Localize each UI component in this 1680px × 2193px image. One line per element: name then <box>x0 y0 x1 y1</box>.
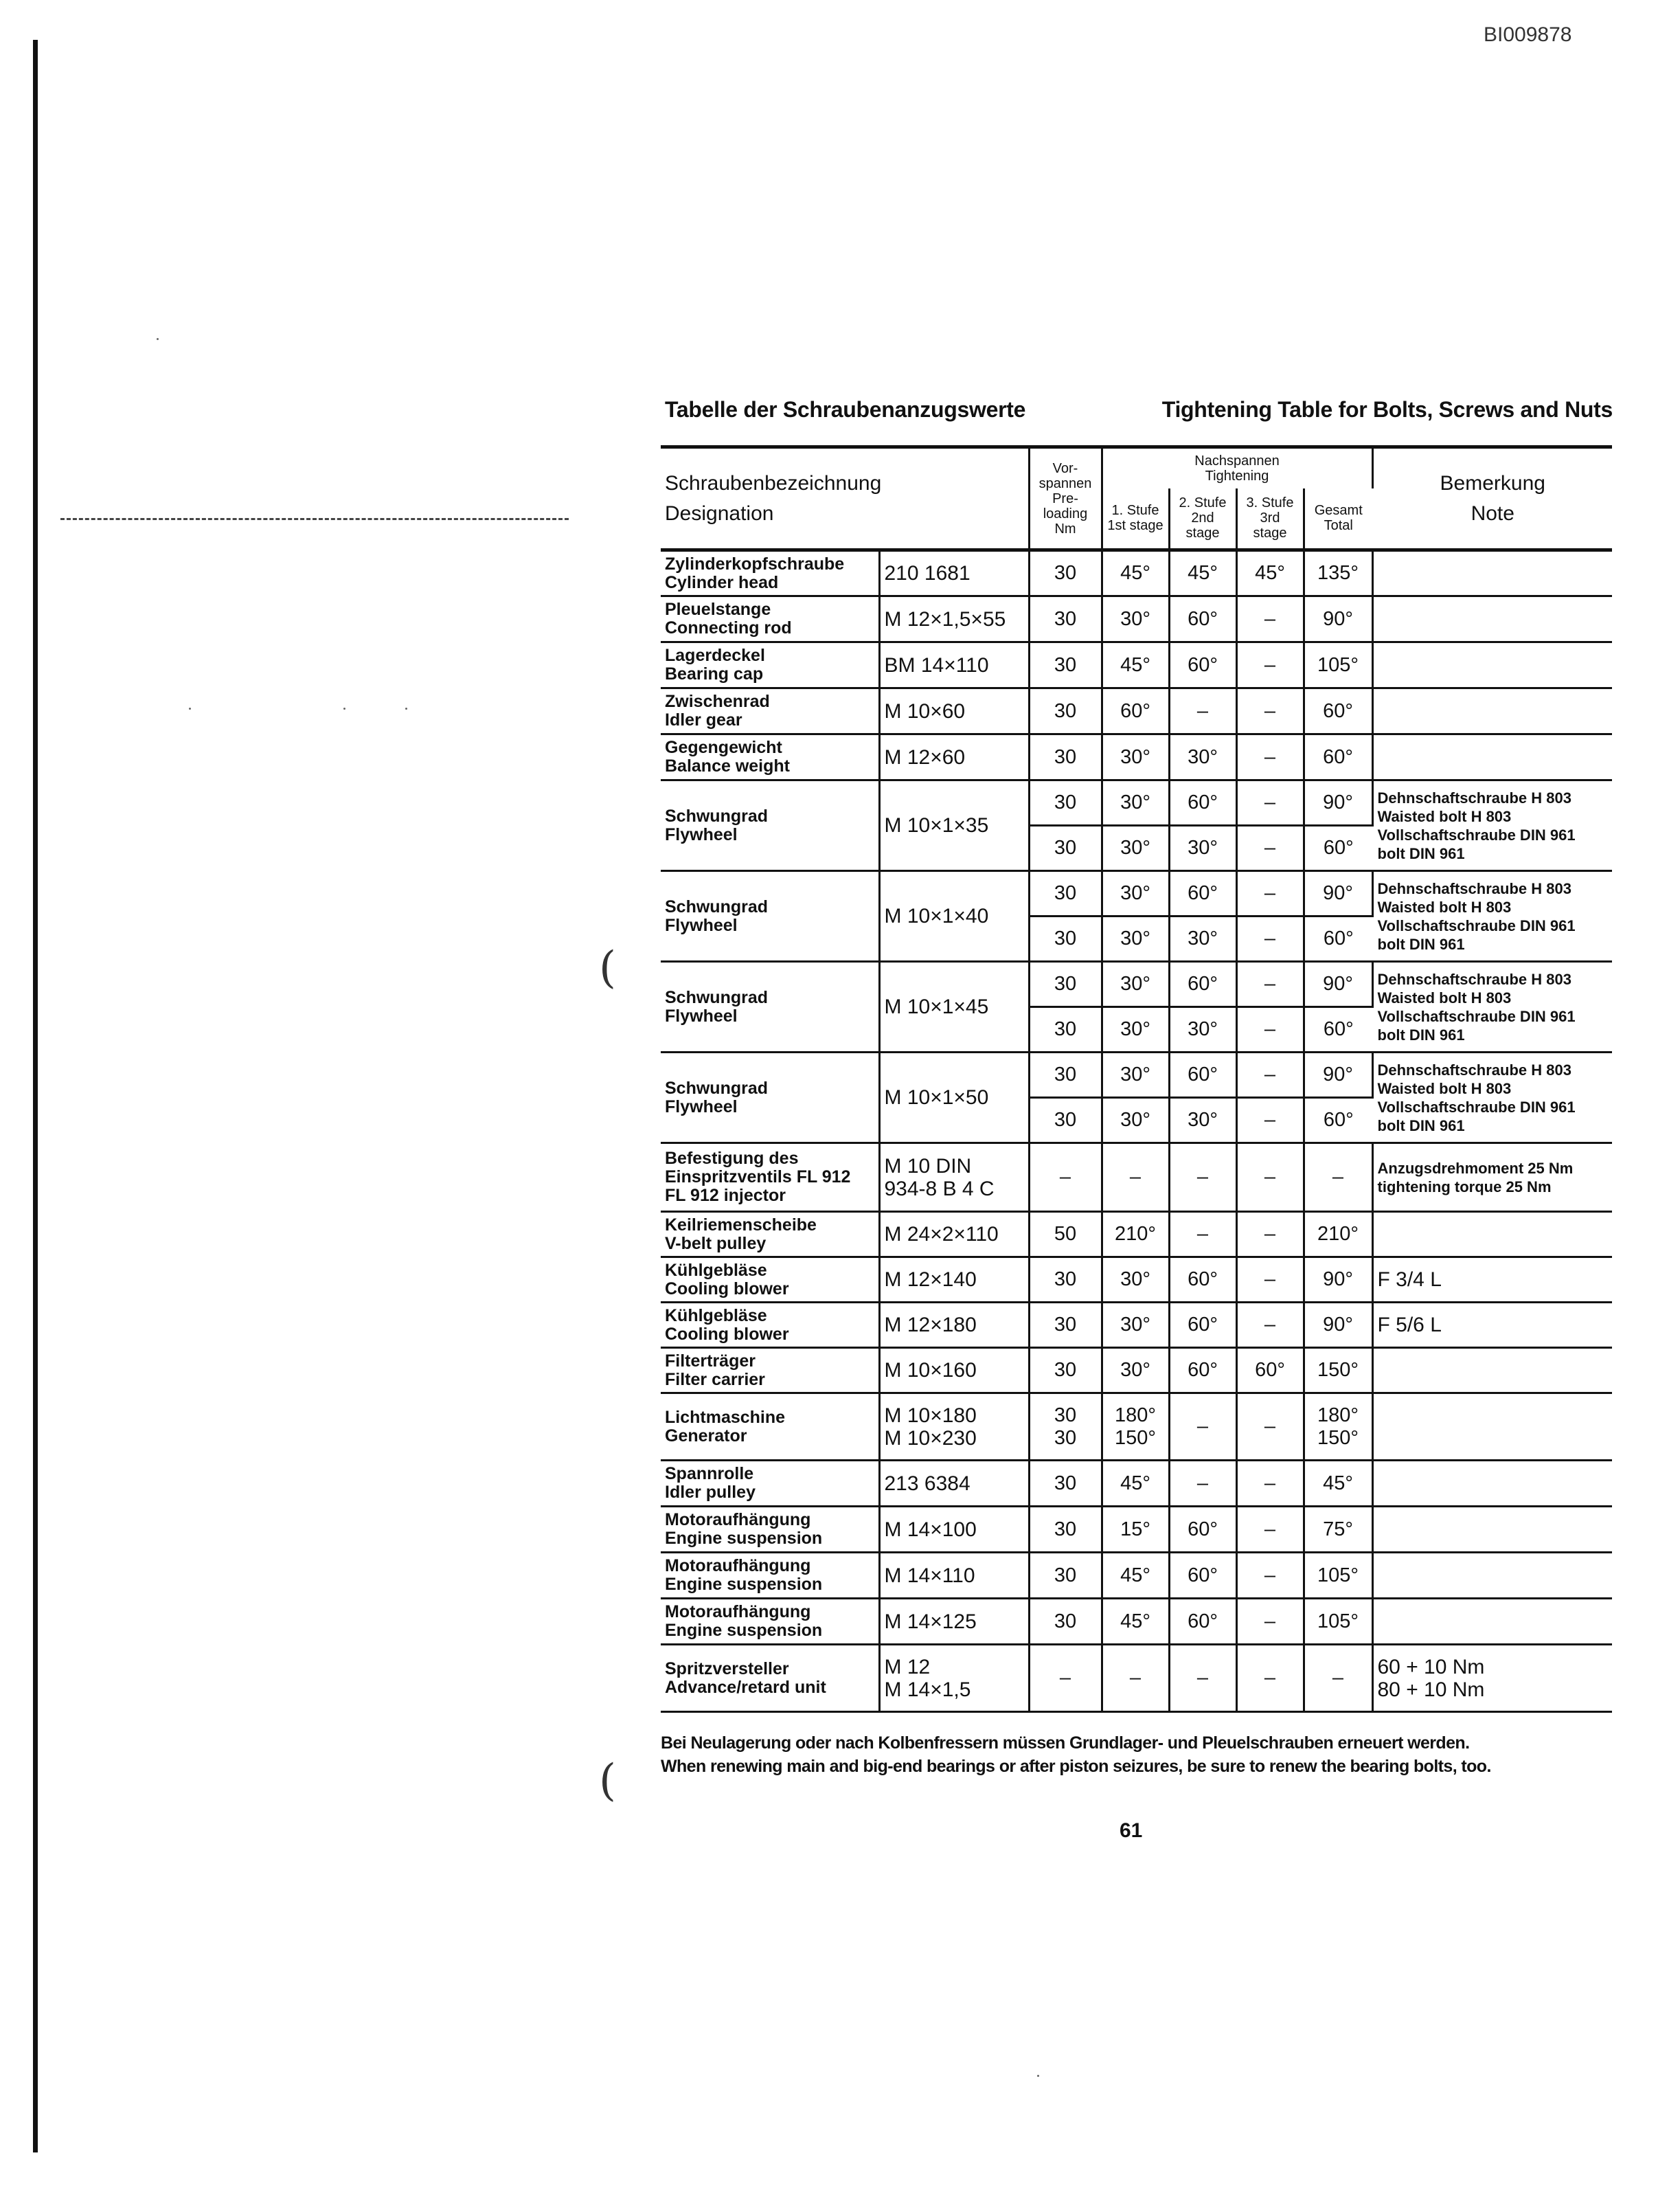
punch-hole-mark: ( <box>599 1755 616 1806</box>
header-preload-de: Vor-spannen <box>1038 460 1092 491</box>
row-spec: M 10×180 M 10×230 <box>879 1393 1029 1461</box>
header-preload-en: Pre-loading <box>1043 491 1088 521</box>
row-stage-3: – <box>1236 1007 1304 1053</box>
row-total: 210° <box>1304 1212 1372 1257</box>
row-stage-3: – <box>1236 1553 1304 1599</box>
row-spec: M 24×2×110 <box>879 1212 1029 1257</box>
row-stage-2: 60° <box>1169 1348 1236 1393</box>
row-spec: BM 14×110 <box>879 642 1029 688</box>
header-designation <box>661 447 1029 550</box>
row-total: 180° 150° <box>1304 1393 1372 1461</box>
row-preload: 30 <box>1029 1303 1102 1348</box>
row-stage-1: 30° <box>1102 916 1169 962</box>
row-note <box>1372 1599 1612 1645</box>
row-stage-1: 30° <box>1102 1303 1169 1348</box>
row-stage-2: 60° <box>1169 1257 1236 1303</box>
row-stage-2: 60° <box>1169 596 1236 642</box>
row-total: – <box>1304 1143 1372 1212</box>
header-designation-de: Schraubenbezeichnung <box>665 471 882 495</box>
table-row <box>661 1553 1612 1599</box>
table-row <box>661 1212 1612 1257</box>
row-stage-2: – <box>1169 1143 1236 1212</box>
row-stage-1: – <box>1102 1143 1169 1212</box>
row-note: Dehnschaftschraube H 803 Waisted bolt H 803 Vollschaftschraube DIN 961 bolt DIN 961 <box>1372 962 1612 1053</box>
title-german: Tabelle der Schraubenanzugswerte <box>665 397 1026 422</box>
row-stage-1: 30° <box>1102 962 1169 1007</box>
row-total: 90° <box>1304 596 1372 642</box>
scan-speck <box>157 338 159 340</box>
row-preload: 30 <box>1029 1007 1102 1053</box>
row-total: 105° <box>1304 1553 1372 1599</box>
row-stage-1: 30° <box>1102 871 1169 916</box>
table-row <box>661 871 1612 916</box>
row-designation: Lichtmaschine Generator <box>661 1393 879 1461</box>
footnote-german: Bei Neulagerung oder nach Kolbenfressern müssen Grundlager- und Pleuelschrauben erneuert werden. <box>661 1733 1470 1753</box>
row-spec: M 10×1×50 <box>879 1053 1029 1143</box>
row-spec: 210 1681 <box>879 550 1029 596</box>
row-stage-3: – <box>1236 780 1304 826</box>
row-designation: Schwungrad Flywheel <box>661 780 879 871</box>
row-stage-1: 45° <box>1102 1553 1169 1599</box>
row-preload: 30 30 <box>1029 1393 1102 1461</box>
row-spec: M 12 M 14×1,5 <box>879 1645 1029 1712</box>
row-stage-1: 30° <box>1102 1098 1169 1143</box>
row-stage-1: 45° <box>1102 1461 1169 1507</box>
row-note <box>1372 596 1612 642</box>
row-designation: Motoraufhängung Engine suspension <box>661 1507 879 1553</box>
row-preload: 30 <box>1029 734 1102 780</box>
row-stage-3: 45° <box>1236 550 1304 596</box>
row-stage-3: – <box>1236 1645 1304 1712</box>
header-stage-3 <box>1236 488 1304 550</box>
table-row <box>661 734 1612 780</box>
row-stage-2: 60° <box>1169 1303 1236 1348</box>
header-preload-unit: Nm <box>1054 521 1076 537</box>
row-stage-1: 30° <box>1102 596 1169 642</box>
row-total: 60° <box>1304 688 1372 734</box>
row-stage-1: 30° <box>1102 1257 1169 1303</box>
row-stage-3: 60° <box>1236 1348 1304 1393</box>
row-note: Dehnschaftschraube H 803 Waisted bolt H 803 Vollschaftschraube DIN 961 bolt DIN 961 <box>1372 871 1612 962</box>
row-preload: 30 <box>1029 688 1102 734</box>
row-total: 60° <box>1304 826 1372 871</box>
row-stage-2: 60° <box>1169 1599 1236 1645</box>
tightening-table <box>661 445 1612 1713</box>
row-stage-2: 60° <box>1169 780 1236 826</box>
row-designation: Befestigung des Einspritzventils FL 912 FL 912 injector <box>661 1143 879 1212</box>
row-designation: Lagerdeckel Bearing cap <box>661 642 879 688</box>
row-note <box>1372 550 1612 596</box>
scan-speck <box>189 708 191 710</box>
header-retighten <box>1102 447 1372 488</box>
header-note <box>1372 447 1612 550</box>
scan-binding-edge <box>33 40 38 2152</box>
row-designation: Kühlgebläse Cooling blower <box>661 1257 879 1303</box>
row-total: 60° <box>1304 1007 1372 1053</box>
row-note <box>1372 642 1612 688</box>
table-row <box>661 688 1612 734</box>
row-designation: Schwungrad Flywheel <box>661 871 879 962</box>
row-preload: 30 <box>1029 780 1102 826</box>
row-preload: 30 <box>1029 596 1102 642</box>
header-designation-en: Designation <box>665 502 774 525</box>
row-note: Dehnschaftschraube H 803 Waisted bolt H 803 Vollschaftschraube DIN 961 bolt DIN 961 <box>1372 780 1612 871</box>
row-designation: Schwungrad Flywheel <box>661 962 879 1053</box>
header-total-en: Total <box>1324 518 1353 534</box>
row-note <box>1372 1393 1612 1461</box>
row-stage-2: 45° <box>1169 550 1236 596</box>
row-designation: Zwischenrad Idler gear <box>661 688 879 734</box>
row-stage-3: – <box>1236 1143 1304 1212</box>
table-row <box>661 1257 1612 1303</box>
row-stage-2: 60° <box>1169 642 1236 688</box>
title-english: Tightening Table for Bolts, Screws and Nuts <box>1161 397 1613 422</box>
row-stage-3: – <box>1236 734 1304 780</box>
table-row <box>661 1053 1612 1098</box>
row-stage-3: – <box>1236 1053 1304 1098</box>
row-designation: Zylinderkopfschraube Cylinder head <box>661 550 879 596</box>
row-preload: 30 <box>1029 1599 1102 1645</box>
row-stage-3: – <box>1236 642 1304 688</box>
row-note <box>1372 1212 1612 1257</box>
row-stage-2: 60° <box>1169 962 1236 1007</box>
row-designation: Motoraufhängung Engine suspension <box>661 1553 879 1599</box>
row-total: 150° <box>1304 1348 1372 1393</box>
row-spec: M 14×125 <box>879 1599 1029 1645</box>
row-total: 90° <box>1304 1257 1372 1303</box>
row-note <box>1372 1553 1612 1599</box>
header-stage-3-en: 3rd stage <box>1253 510 1287 541</box>
row-stage-1: 210° <box>1102 1212 1169 1257</box>
row-preload: 30 <box>1029 1098 1102 1143</box>
header-total-de: Gesamt <box>1314 503 1363 519</box>
fold-line <box>60 518 569 520</box>
header-note-en: Note <box>1471 502 1514 525</box>
scan-speck <box>405 708 407 710</box>
row-note <box>1372 1507 1612 1553</box>
row-total: – <box>1304 1645 1372 1712</box>
row-stage-2: – <box>1169 1212 1236 1257</box>
row-stage-1: – <box>1102 1645 1169 1712</box>
row-spec: M 10×1×45 <box>879 962 1029 1053</box>
row-stage-1: 45° <box>1102 550 1169 596</box>
row-preload: 30 <box>1029 1053 1102 1098</box>
row-total: 90° <box>1304 780 1372 826</box>
header-stage-2 <box>1169 488 1236 550</box>
row-note: F 5/6 L <box>1372 1303 1612 1348</box>
row-designation: Schwungrad Flywheel <box>661 1053 879 1143</box>
row-total: 135° <box>1304 550 1372 596</box>
row-stage-1: 45° <box>1102 642 1169 688</box>
row-spec: M 12×180 <box>879 1303 1029 1348</box>
row-stage-2: 60° <box>1169 871 1236 916</box>
table-row <box>661 1303 1612 1348</box>
table-row <box>661 1507 1612 1553</box>
row-preload: 30 <box>1029 1461 1102 1507</box>
table-row <box>661 1645 1612 1712</box>
row-preload: 30 <box>1029 1348 1102 1393</box>
row-spec: M 10×1×35 <box>879 780 1029 871</box>
row-stage-1: 30° <box>1102 826 1169 871</box>
row-preload: 30 <box>1029 916 1102 962</box>
row-total: 90° <box>1304 962 1372 1007</box>
row-note <box>1372 688 1612 734</box>
row-total: 90° <box>1304 871 1372 916</box>
header-retighten-en: Tightening <box>1205 468 1269 484</box>
row-stage-2: 30° <box>1169 826 1236 871</box>
row-total: 90° <box>1304 1303 1372 1348</box>
row-stage-3: – <box>1236 1507 1304 1553</box>
row-preload: – <box>1029 1143 1102 1212</box>
row-stage-2: 60° <box>1169 1053 1236 1098</box>
header-total <box>1304 488 1372 550</box>
row-spec: M 12×60 <box>879 734 1029 780</box>
row-spec: M 12×1,5×55 <box>879 596 1029 642</box>
header-stage-2-de: 2. Stufe <box>1179 495 1227 511</box>
row-stage-1: 30° <box>1102 1007 1169 1053</box>
row-note: 60 + 10 Nm 80 + 10 Nm <box>1372 1645 1612 1712</box>
row-stage-3: – <box>1236 1461 1304 1507</box>
row-note <box>1372 1461 1612 1507</box>
row-stage-3: – <box>1236 1257 1304 1303</box>
table-row <box>661 1348 1612 1393</box>
row-preload: 30 <box>1029 962 1102 1007</box>
row-stage-3: – <box>1236 1098 1304 1143</box>
row-stage-3: – <box>1236 826 1304 871</box>
row-stage-2: – <box>1169 688 1236 734</box>
row-preload: 30 <box>1029 1507 1102 1553</box>
row-stage-2: 60° <box>1169 1507 1236 1553</box>
row-designation: Keilriemenscheibe V-belt pulley <box>661 1212 879 1257</box>
row-stage-3: – <box>1236 688 1304 734</box>
row-designation: Spannrolle Idler pulley <box>661 1461 879 1507</box>
row-stage-3: – <box>1236 596 1304 642</box>
scan-speck <box>1037 2075 1039 2077</box>
table-row <box>661 596 1612 642</box>
row-stage-2: – <box>1169 1393 1236 1461</box>
row-stage-1: 45° <box>1102 1599 1169 1645</box>
row-stage-2: 30° <box>1169 734 1236 780</box>
row-stage-3: – <box>1236 871 1304 916</box>
table-row <box>661 1143 1612 1212</box>
table-row <box>661 1461 1612 1507</box>
row-preload: 30 <box>1029 871 1102 916</box>
table-row <box>661 642 1612 688</box>
row-designation: Kühlgebläse Cooling blower <box>661 1303 879 1348</box>
row-total: 75° <box>1304 1507 1372 1553</box>
row-stage-2: 30° <box>1169 1098 1236 1143</box>
row-stage-1: 30° <box>1102 734 1169 780</box>
row-total: 60° <box>1304 1098 1372 1143</box>
row-stage-3: – <box>1236 1599 1304 1645</box>
table-titles <box>665 397 1613 429</box>
header-stage-2-en: 2nd stage <box>1185 510 1220 541</box>
row-stage-3: – <box>1236 1303 1304 1348</box>
row-note: Dehnschaftschraube H 803 Waisted bolt H 803 Vollschaftschraube DIN 961 bolt DIN 961 <box>1372 1053 1612 1143</box>
row-stage-2: 30° <box>1169 916 1236 962</box>
row-preload: 50 <box>1029 1212 1102 1257</box>
row-designation: Gegengewicht Balance weight <box>661 734 879 780</box>
row-spec: M 10×1×40 <box>879 871 1029 962</box>
scan-speck <box>343 708 345 710</box>
header-retighten-de: Nachspannen <box>1194 453 1280 469</box>
header-stage-1-en: 1st stage <box>1107 518 1163 534</box>
row-spec: M 10 DIN 934-8 B 4 C <box>879 1143 1029 1212</box>
header-stage-1-de: 1. Stufe <box>1111 503 1159 519</box>
row-preload: 30 <box>1029 642 1102 688</box>
row-stage-3: – <box>1236 962 1304 1007</box>
row-stage-2: 30° <box>1169 1007 1236 1053</box>
row-stage-1: 180° 150° <box>1102 1393 1169 1461</box>
row-spec: M 10×160 <box>879 1348 1029 1393</box>
page-number: 61 <box>1120 1819 1143 1842</box>
row-stage-2: – <box>1169 1461 1236 1507</box>
row-spec: M 12×140 <box>879 1257 1029 1303</box>
header-stage-1 <box>1102 488 1169 550</box>
row-designation: Filterträger Filter carrier <box>661 1348 879 1393</box>
table-row <box>661 1599 1612 1645</box>
row-note: F 3/4 L <box>1372 1257 1612 1303</box>
row-stage-1: 60° <box>1102 688 1169 734</box>
footnote <box>661 1731 1622 1778</box>
row-total: 90° <box>1304 1053 1372 1098</box>
row-preload: – <box>1029 1645 1102 1712</box>
row-spec: M 10×60 <box>879 688 1029 734</box>
row-spec: M 14×110 <box>879 1553 1029 1599</box>
table-row <box>661 962 1612 1007</box>
row-preload: 30 <box>1029 1553 1102 1599</box>
table-row <box>661 550 1612 596</box>
row-total: 105° <box>1304 642 1372 688</box>
row-total: 60° <box>1304 916 1372 962</box>
row-stage-3: – <box>1236 1393 1304 1461</box>
row-preload: 30 <box>1029 1257 1102 1303</box>
row-note: Anzugsdrehmoment 25 Nm tightening torque 25 Nm <box>1372 1143 1612 1212</box>
row-total: 60° <box>1304 734 1372 780</box>
row-spec: 213 6384 <box>879 1461 1029 1507</box>
row-stage-1: 30° <box>1102 780 1169 826</box>
row-designation: Motoraufhängung Engine suspension <box>661 1599 879 1645</box>
document-id: BI009878 <box>1484 23 1572 46</box>
row-designation: Spritzversteller Advance/retard unit <box>661 1645 879 1712</box>
row-preload: 30 <box>1029 826 1102 871</box>
row-stage-1: 30° <box>1102 1348 1169 1393</box>
row-stage-1: 15° <box>1102 1507 1169 1553</box>
row-note <box>1372 1348 1612 1393</box>
row-note <box>1372 734 1612 780</box>
row-total: 105° <box>1304 1599 1372 1645</box>
header-stage-3-de: 3. Stufe <box>1246 495 1294 511</box>
row-stage-3: – <box>1236 1212 1304 1257</box>
header-note-de: Bemerkung <box>1440 471 1545 495</box>
footnote-english: When renewing main and big-end bearings or after piston seizures, be sure to renew the bearing bolts, too. <box>661 1757 1491 1776</box>
row-designation: Pleuelstange Connecting rod <box>661 596 879 642</box>
row-stage-1: 30° <box>1102 1053 1169 1098</box>
row-total: 45° <box>1304 1461 1372 1507</box>
table-row <box>661 1393 1612 1461</box>
row-stage-2: 60° <box>1169 1553 1236 1599</box>
row-preload: 30 <box>1029 550 1102 596</box>
row-stage-3: – <box>1236 916 1304 962</box>
row-spec: M 14×100 <box>879 1507 1029 1553</box>
row-stage-2: – <box>1169 1645 1236 1712</box>
table-row <box>661 780 1612 826</box>
punch-hole-mark: ( <box>599 943 616 993</box>
header-preload <box>1029 447 1102 550</box>
